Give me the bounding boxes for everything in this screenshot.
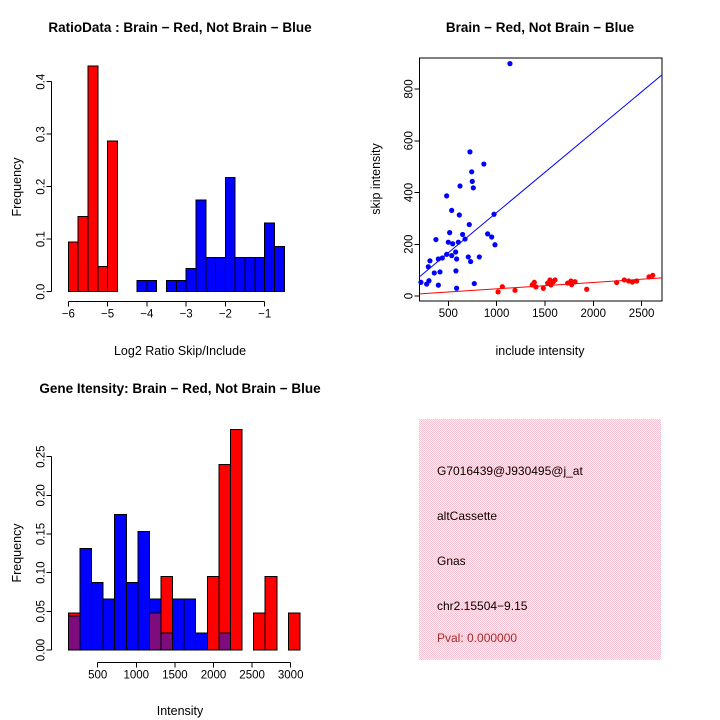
hist-bar-blue	[186, 269, 196, 292]
gene-name-text: Gnas	[437, 554, 466, 568]
x-tick-label: 1000	[123, 669, 150, 682]
panel-title: Brain − Red, Not Brain − Blue	[445, 20, 635, 35]
data-point	[449, 208, 454, 213]
y-tick-label: 0.0	[35, 283, 48, 300]
data-point	[437, 269, 442, 274]
data-point	[462, 236, 467, 241]
event-type-text: altCassette	[437, 509, 498, 523]
hist-bar-blue	[80, 549, 92, 650]
data-point	[495, 289, 500, 294]
y-tick-label: 0.05	[35, 600, 48, 623]
hist-bar-blue	[275, 247, 285, 292]
panel-ratio-histogram	[0, 0, 360, 360]
data-point	[481, 161, 486, 166]
info-panel-bg-svg	[360, 360, 720, 720]
x-tick-label: −6	[61, 308, 75, 321]
intensity-scatter-svg	[360, 0, 720, 360]
plot-box	[420, 58, 663, 301]
x-tick-label: 1500	[532, 308, 558, 320]
hist-bar-blue	[147, 281, 157, 292]
data-point	[450, 241, 455, 246]
x-tick-label: 1000	[483, 308, 510, 320]
hist-bar-red	[254, 613, 266, 650]
y-tick-label: 600	[403, 131, 416, 151]
x-tick-label: 2500	[239, 669, 265, 682]
data-point	[444, 252, 449, 257]
data-point	[457, 183, 462, 188]
data-point	[472, 281, 477, 286]
data-point	[507, 61, 512, 66]
data-point	[436, 283, 441, 288]
hist-bar-overlap	[219, 633, 231, 650]
hist-bar-blue	[225, 177, 235, 291]
y-tick-label: 0.10	[35, 561, 48, 584]
y-tick-label: 0.1	[35, 231, 48, 248]
data-point	[634, 278, 639, 283]
hist-bar-blue	[167, 281, 177, 292]
x-tick-label: 2500	[628, 308, 655, 320]
hist-bar-blue	[115, 515, 127, 650]
data-point	[622, 277, 627, 282]
pval-text: Pval: 0.000000	[437, 631, 518, 645]
hist-bar-red	[219, 464, 231, 650]
data-point	[491, 212, 496, 217]
x-tick-label: −5	[101, 308, 115, 321]
histogram-bars	[68, 430, 300, 650]
data-point	[471, 185, 476, 190]
x-tick-label: 3000	[277, 669, 304, 682]
data-point	[444, 193, 449, 198]
panel-gene-intensity-histogram	[0, 360, 360, 720]
hist-bar-blue	[196, 200, 206, 292]
data-point	[500, 284, 505, 289]
data-point	[532, 280, 537, 285]
hist-bar-blue	[103, 599, 115, 650]
hist-bar-red	[108, 141, 118, 292]
fit-line-blue	[420, 75, 662, 277]
x-tick-label: −3	[179, 308, 193, 321]
y-tick-label: 0.20	[35, 484, 48, 507]
data-point	[457, 212, 462, 217]
x-tick-label: 2000	[200, 669, 227, 682]
y-tick-label: 0.2	[35, 178, 48, 195]
x-axis-label: Log2 Ratio Skip/Include	[113, 344, 247, 358]
hist-bar-blue	[126, 583, 138, 650]
panel-intensity-scatter	[360, 0, 720, 360]
data-point	[572, 279, 577, 284]
hist-bar-blue	[184, 599, 196, 650]
hist-bar-red	[230, 430, 242, 650]
data-point	[427, 258, 432, 263]
x-tick-label: 500	[438, 308, 458, 320]
locus-text: chr2.15504−9.15	[437, 599, 528, 613]
hist-bar-red	[207, 577, 219, 650]
data-point	[424, 281, 429, 286]
hist-bar-overlap	[161, 633, 173, 650]
y-tick-label: 800	[403, 79, 416, 99]
hist-bar-blue	[265, 223, 275, 292]
hist-bar-blue	[173, 599, 185, 650]
y-tick-label: 0.3	[35, 126, 48, 143]
data-point	[426, 264, 431, 269]
gene-intensity-histogram-svg	[0, 360, 360, 720]
ratio-histogram-svg	[0, 0, 360, 360]
data-point	[552, 277, 557, 282]
data-point	[453, 249, 458, 254]
hist-bar-red	[88, 66, 98, 292]
data-point	[468, 259, 473, 264]
hist-bar-overlap	[68, 616, 80, 650]
y-axis-label: Frequency	[10, 157, 24, 217]
data-point	[433, 237, 438, 242]
x-axis	[98, 663, 291, 668]
data-point	[614, 280, 619, 285]
x-axis	[68, 302, 264, 307]
info-panel-background	[419, 419, 661, 660]
data-point	[492, 242, 497, 247]
y-tick-label: 0.25	[35, 445, 48, 468]
hist-bar-red	[288, 613, 300, 650]
data-point	[454, 286, 459, 291]
hist-bar-blue	[216, 258, 226, 292]
data-point	[449, 253, 454, 258]
data-point	[466, 254, 471, 259]
data-point	[432, 270, 437, 275]
hist-bar-red	[78, 217, 88, 292]
hist-bar-blue	[235, 258, 245, 292]
data-point	[584, 287, 589, 292]
data-point	[469, 169, 474, 174]
hist-bar-blue	[138, 532, 150, 650]
data-point	[453, 268, 458, 273]
data-point	[489, 234, 494, 239]
hist-bar-blue	[92, 583, 104, 650]
data-point	[418, 280, 423, 285]
data-point	[454, 256, 459, 261]
points-blue	[418, 61, 512, 291]
data-point	[447, 230, 452, 235]
hist-bar-blue	[176, 281, 186, 292]
points-red	[495, 273, 655, 295]
hist-bar-blue	[206, 258, 216, 292]
data-point	[467, 222, 472, 227]
panel-title: RatioData : Brain − Red, Not Brain − Blue	[48, 20, 312, 35]
x-axis	[448, 301, 641, 306]
data-point	[440, 255, 445, 260]
hist-bar-blue	[137, 281, 147, 292]
y-tick-label: 0.4	[35, 73, 48, 90]
y-tick-label: 400	[403, 182, 416, 203]
panel-exon-info	[360, 360, 720, 720]
panel-title: Gene Itensity: Brain − Red, Not Brain − Blue	[39, 381, 321, 396]
data-point	[533, 284, 538, 289]
data-point	[460, 232, 465, 237]
hist-bar-red	[68, 242, 78, 292]
data-point	[456, 240, 461, 245]
data-point	[630, 279, 635, 284]
y-axis-label: skip intensity	[369, 143, 383, 215]
hist-bar-blue	[255, 258, 265, 292]
data-point	[541, 286, 546, 291]
y-tick-label: 0.00	[35, 638, 48, 662]
data-point	[470, 179, 475, 184]
probe-id-text: G7016439@J930495@j_at	[437, 464, 583, 478]
x-axis-label: include intensity	[495, 344, 585, 358]
y-tick-label: 200	[403, 234, 416, 254]
hist-bar-overlap	[149, 613, 161, 650]
histogram-bars	[68, 66, 284, 292]
x-tick-label: 500	[88, 669, 108, 682]
data-point	[512, 288, 517, 293]
y-tick-label: 0	[403, 292, 416, 300]
y-axis-label: Frequency	[10, 523, 24, 583]
data-point	[477, 254, 482, 259]
x-tick-label: 1500	[162, 669, 188, 682]
x-axis-label: Intensity	[156, 704, 204, 718]
hist-bar-red	[98, 267, 108, 292]
hist-bar-red	[265, 577, 277, 650]
y-tick-label: 0.15	[35, 522, 48, 546]
hist-bar-blue	[245, 258, 255, 292]
x-tick-label: −2	[218, 308, 232, 321]
hist-bar-blue	[196, 633, 208, 650]
x-tick-label: −1	[258, 308, 272, 321]
x-tick-label: 2000	[580, 308, 607, 320]
data-point	[650, 273, 655, 278]
data-point	[467, 149, 472, 154]
x-tick-label: −4	[140, 308, 154, 321]
